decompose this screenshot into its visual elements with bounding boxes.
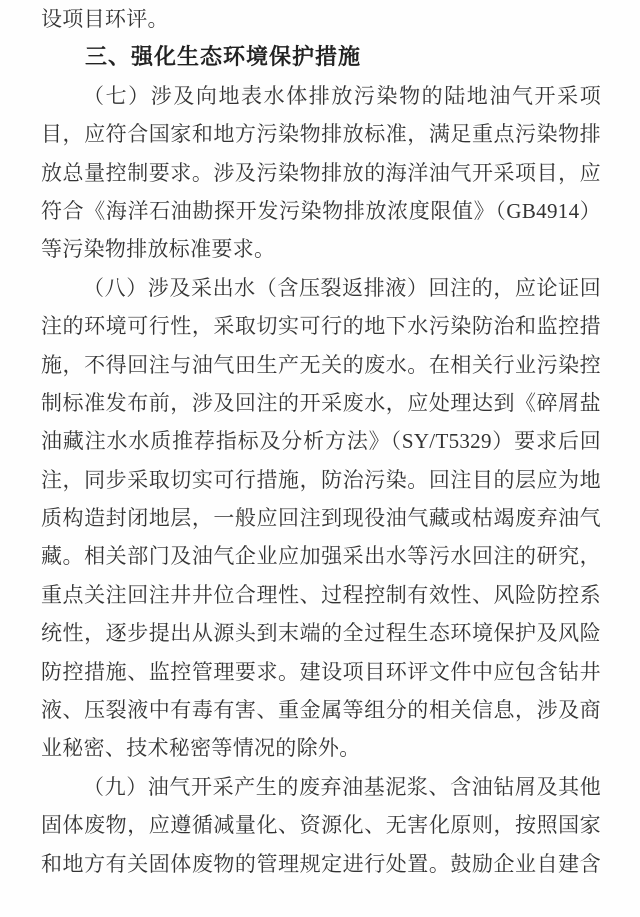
document-line: 目，应符合国家和地方污染物排放标准，满足重点污染物排 bbox=[41, 122, 601, 147]
document-line: 液、压裂液中有毒有害、重金属等组分的相关信息，涉及商 bbox=[41, 698, 601, 723]
document-line: 藏。相关部门及油气企业应加强采出水等污水回注的研究， bbox=[41, 544, 601, 569]
document-line: （九）油气开采产生的废弃油基泥浆、含油钻屑及其他 bbox=[83, 774, 601, 799]
document-line: （八）涉及采出水（含压裂返排液）回注的，应论证回 bbox=[83, 275, 601, 300]
document-line: 注，同步采取切实可行措施，防治污染。回注目的层应为地 bbox=[41, 467, 601, 492]
document-body bbox=[41, 0, 601, 883]
document-line: 油藏注水水质推荐指标及分析方法》（SY/T5329）要求后回 bbox=[41, 429, 601, 454]
section-heading: 三、强化生态环境保护措施 bbox=[85, 44, 362, 70]
document-line: 质构造封闭地层，一般应回注到现役油气藏或枯竭废弃油气 bbox=[41, 506, 601, 531]
document-line: 放总量控制要求。涉及污染物排放的海洋油气开采项目，应 bbox=[41, 160, 601, 185]
document-line: （七）涉及向地表水体排放污染物的陆地油气开采项 bbox=[83, 83, 601, 108]
document-line: 重点关注回注井井位合理性、过程控制有效性、风险防控系 bbox=[41, 582, 601, 607]
document-line: 防控措施、监控管理要求。建设项目环评文件中应包含钻井 bbox=[41, 659, 601, 684]
document-line: 符合《海洋石油勘探开发污染物排放浓度限值》（GB4914） bbox=[41, 198, 601, 223]
document-line: 和地方有关固体废物的管理规定进行处置。鼓励企业自建含 bbox=[41, 851, 601, 876]
document-line: 统性，逐步提出从源头到末端的全过程生态环境保护及风险 bbox=[41, 621, 601, 646]
document-line: 设项目环评。 bbox=[41, 7, 169, 31]
document-line: 施，不得回注与油气田生产无关的废水。在相关行业污染控 bbox=[41, 352, 601, 377]
document-line: 等污染物排放标准要求。 bbox=[41, 237, 276, 262]
document-line: 业秘密、技术秘密等情况的除外。 bbox=[41, 736, 361, 761]
document-line: 固体废物，应遵循减量化、资源化、无害化原则，按照国家 bbox=[41, 813, 601, 838]
document-line: 注的环境可行性，采取切实可行的地下水污染防治和监控措 bbox=[41, 314, 601, 339]
document-line: 制标准发布前，涉及回注的开采废水，应处理达到《碎屑盐 bbox=[41, 390, 601, 415]
